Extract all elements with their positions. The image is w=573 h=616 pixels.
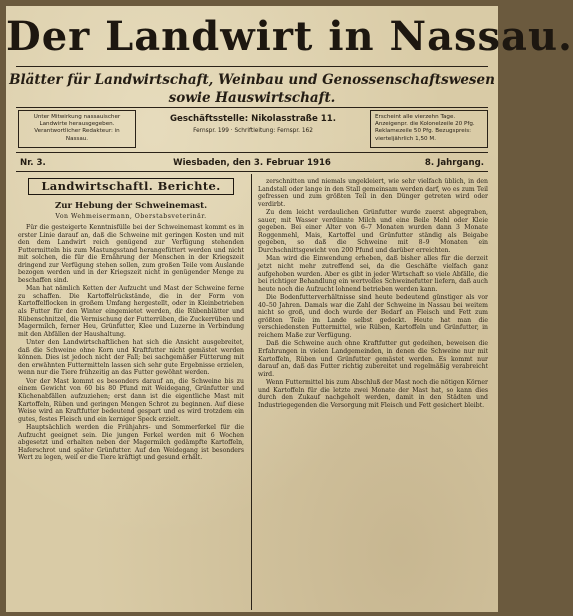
issue-place-date: Wiesbaden, den 3. Februar 1916 [173,158,331,168]
article-paragraph: Hauptsächlich werden die Frühjahrs- und Sommerferkel für die Aufzucht geeignet sein. Die jungen Ferkel werden mit 6 Wochen abgesetzt und erhalten neben der Magermilch gedämpfte Kartoffeln, Haferschrot und später Grünfutter. Auf den Weidegang ist besonders Wert zu legen, weil er die Tiere kräftigt und gesund erhält. [18,424,244,462]
issue-number: Nr. 3. [20,158,46,168]
article-paragraph: Für die gesteigerte Kenntnisfülle bei der Schweinemast kommt es in erster Linie darauf an, daß die Schweine mit geringen Kosten und mit den dem Landwirt reich genügend zur Verfügung stehenden Futtermitteln bis zum Mastungsstand herangefüttert werden und nicht mit solchen, die für die Ernährung der Menschen in der Kriegszeit dringend zur Verfügung stehen sollen, zum großen Teile vom Auslande bezogen werden und in der Kriegszeit nicht in genügender Menge zu beschaffen sind. [18,224,244,284]
publisher-box: Unter Mitwirkung nassauischer Landwirte herausgegeben. Verantwortlicher Redakteur: in Nassau. [18,110,136,148]
header-rule-bottom [16,171,488,172]
issue-volume: 8. Jahrgang. [424,158,484,168]
column-divider [251,174,252,610]
left-column [18,178,244,608]
newspaper-page [6,6,573,612]
article-paragraph: Man hat nämlich Ketten der Aufzucht und Mast der Schweine ferne zu schaffen. Die Kartoffelrückstände, die in der Form von Kartoffelflocken in großem Umfang hergestellt, oder in Kleinbetrieben als Futter für den Winter eingemietet werden, die Rübenblätter und Rübenschnitzel, die Vermischung der Futterrüben, die Zuckerrüben und Magermilch, ferner Heu, Grünfutter, Klee und Luzerne in Verbindung mit den Abfällen der Haushaltung. [18,285,244,338]
article-paragraph: Wenn Futtermittel bis zum Abschluß der Mast noch die nötigen Körner und Kartoffeln für die letzte zwei Monate der Mast hat, so kann dies durch den Zukauf nachgeholt werden, damit in den Städten und Industriegegenden die Versorgung mit Fleisch und Fett gesichert bleibt. [258,379,488,409]
article-paragraph: Vor der Mast kommt es besonders darauf an, die Schweine bis zu einem Gewicht von 60 bis 80 Pfund mit Weidegang, Grünfutter und Küchenabfällen aufzuziehen; erst dann ist die eigentliche Mast mit Kartoffeln, Rüben und geringen Mengen Schrot zu beginnen. Auf diese Weise wird an Kraftfutter bedeutend gespart und es wird trotzdem ein gutes, festes Fleisch und ein kerniger Speck erzielt. [18,377,244,423]
article-headline: Zur Hebung der Schweinemast. [54,201,208,211]
article-paragraph: Zu dem leicht verdaulichen Grünfutter wurde zuerst abgegraben, sauer, mit Wasser verdünnte Milch und eine Beile Mehl oder Kleie gegeben. Bei einer Alter von 6–7 Monaten wurden dann 3 Monate Roggenmehl, Mais, Kartoffel und Grünfutter ständig als Beigabe gegeben, so daß die Schweine mit 8–9 Monaten ein Durchschnittsgewicht von 200 Pfund und darüber erreichten. [258,209,488,254]
article-paragraph: Die Bodenfutterverhältnisse sind heute bedeutend günstiger als vor 40–50 Jahren. Damals war die Zahl der Schweine in Nassau bei weitem nicht so groß, und doch wurde der Bedarf an Fleisch und Fett zum größten Teile im Lande selbst gedeckt. Heute hat man die verschiedensten Futtermittel, wie Rüben, Kartoffeln und Grünfutter, in reichem Maße zur Verfügung. [258,294,488,339]
subscription-box: Erscheint alle vierzehn Tage. Anzeigenpr. die Kolonelzeile 20 Pfg. Reklamezeile 50 Pfg. Bezugspreis: vierteljährlich 1,50 M. [370,110,488,148]
section-title: Landwirtschaftl. Berichte. [28,178,234,195]
masthead-rule [16,66,488,67]
header-rule-top [16,107,488,108]
article-paragraph: Unter den Landwirtschaftlichen hat sich die Ansicht ausgebreitet, daß die Schweine ohne Korn und Kraftfutter nicht gemästet werden können. Dies ist jedoch nicht der Fall; bei sachgemäßer Fütterung mit den erwähnten Futtermitteln lassen sich sehr gute Ergebnisse erzielen, wenn nur die Tiere frühzeitig an das Futter gewöhnt werden. [18,339,244,377]
header-rule-mid [16,152,488,153]
masthead-subtitle-line1: Blätter für Landwirtschaft, Weinbau und Genossenschaftswesen [9,72,495,88]
article-paragraph: Man wird die Einwendung erheben, daß bisher alles für die derzeit jetzt nicht mehr zutreffend sei, da die Geschäfte vielfach ganz aufgehoben wurden. Aber es gibt in jeder Wirtschaft so viele Abfälle, die bei richtiger Behandlung ein wertvolles Schweinefutter liefern, daß auch heute noch die Aufzucht lohnend betrieben werden kann. [258,255,488,293]
office-address: Geschäftsstelle: Nikolasstraße 11. [169,114,337,124]
masthead-subtitle-line2: sowie Hauswirtschaft. [168,90,336,106]
masthead-title: Der Landwirt in Nassau. [6,13,573,60]
article-paragraph: Daß die Schweine auch ohne Kraftfutter gut gedeihen, beweisen die Erfahrungen in vielen Landgemeinden, in denen die Schweine nur mit Kartoffeln, Rüben und Grünfutter gemästet werden. Es kommt nur darauf an, daß das Futter richtig zubereitet und regelmäßig verabreicht wird. [258,340,488,378]
office-phone: Fernspr. 199 · Schriftleitung: Fernspr. 162 [193,128,313,134]
right-column [258,178,488,608]
issue-line [16,156,488,170]
article-paragraph: zerschnitten und niemals ungekleiert, wie sehr vielfach üblich, in den Landstall oder lange in den Stall gemeinsam werden darf, wo es zum Teil gefressen und zum größten Teil in den Dünger getreten wird oder verdirbt. [258,178,488,208]
article-byline: Von Wehmeisermann, Oberstabsveterinär. [55,213,207,220]
